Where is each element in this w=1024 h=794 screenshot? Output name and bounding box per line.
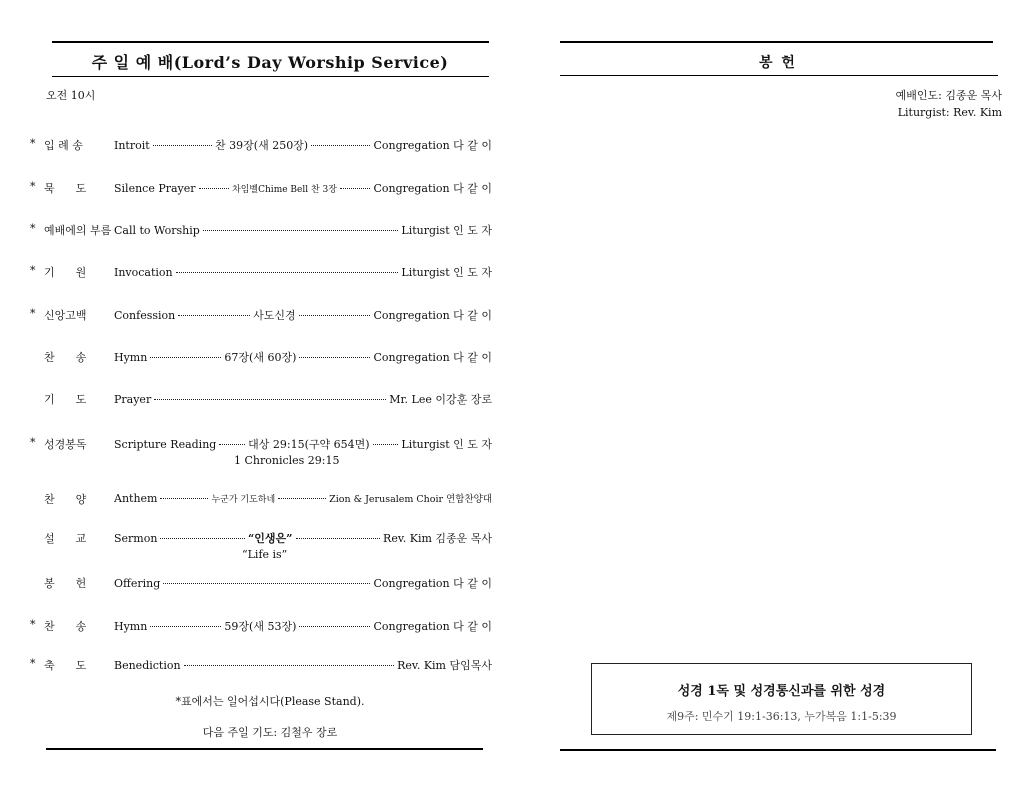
item-detail-line: [114, 491, 492, 505]
item-detail-line: [114, 618, 492, 634]
dot-leader: [203, 230, 399, 231]
bible-reading-box: [591, 663, 972, 735]
item-english-name: Hymn: [114, 620, 148, 633]
dot-leader: [178, 315, 250, 316]
item-detail-line: [114, 180, 492, 196]
item-detail-line: [114, 530, 492, 546]
item-detail-line: [114, 657, 492, 673]
title-underline-right: [560, 75, 998, 76]
dot-leader: [176, 272, 399, 273]
service-time: 오전 10시: [46, 89, 96, 102]
item-detail: 누군가 기도하네: [211, 495, 276, 505]
item-participant: Congregation 다 같 이: [373, 139, 493, 152]
item-detail-line: [114, 391, 492, 407]
item-english-name: Scripture Reading: [114, 438, 217, 451]
dot-leader: [184, 665, 395, 666]
item-participant: Liturgist 인 도 자: [401, 438, 493, 451]
item-korean-name: 기 원: [44, 266, 87, 279]
item-korean-name: 예배에의 부름: [44, 224, 112, 237]
dot-leader: [373, 444, 399, 445]
item-participant: Rev. Kim 담임목사: [397, 659, 492, 672]
bottom-rule-left: [46, 748, 483, 750]
item-english-name: Offering: [114, 577, 161, 590]
item-participant: Congregation 다 같 이: [373, 577, 492, 590]
item-korean-name: 입 례 송: [44, 139, 83, 152]
next-week-prayer: 다음 주일 기도: 김철우 장로: [202, 726, 338, 739]
dot-leader: [311, 145, 370, 146]
item-participant: Congregation 다 같 이: [373, 309, 493, 322]
sermon-title-english: “Life is”: [242, 548, 288, 561]
item-korean-name: 성경봉독: [44, 438, 87, 451]
item-detail: 찬 39장(새 250장): [215, 139, 309, 152]
stand-marker: *: [30, 307, 36, 320]
stand-marker: *: [30, 618, 36, 631]
item-korean-name: 찬 송: [44, 351, 87, 364]
scripture-english: 1 Chronicles 29:15: [234, 454, 340, 467]
item-korean-name: 신앙고백: [44, 309, 87, 322]
please-stand-note: *표에서는 일어섭시다(Please Stand).: [175, 695, 365, 708]
title-underline-left: [52, 76, 489, 77]
order-item: [30, 391, 492, 409]
dot-leader: [278, 498, 326, 499]
item-korean-name: 기 도: [44, 393, 87, 406]
dot-leader: [160, 538, 245, 539]
item-english-name: Hymn: [114, 351, 148, 364]
item-korean-name: 찬 양: [44, 493, 87, 506]
stand-marker: *: [30, 436, 36, 449]
dot-leader: [219, 444, 245, 445]
order-item: [30, 222, 492, 240]
top-rule-right: [560, 41, 993, 43]
item-detail: 대상 29:15(구약 654면): [248, 438, 370, 451]
order-item: [30, 575, 492, 593]
item-detail-line: [114, 222, 492, 238]
item-participant: Congregation 다 같 이: [373, 620, 493, 633]
item-detail-line: [114, 137, 492, 153]
item-participant: Liturgist 인 도 자: [401, 224, 492, 237]
item-detail: “인생은”: [247, 532, 293, 545]
item-detail-line: [114, 264, 492, 280]
dot-leader: [153, 145, 212, 146]
stand-marker: *: [30, 222, 36, 235]
item-detail: 차임벨Chime Bell 찬 3장: [232, 185, 337, 195]
item-korean-name: 찬 송: [44, 620, 87, 633]
item-korean-name: 축 도: [44, 659, 87, 672]
liturgist-name: Liturgist: Rev. Kim: [897, 106, 1002, 119]
item-participant: Liturgist 인 도 자: [401, 266, 492, 279]
item-english-name: Silence Prayer: [114, 182, 196, 195]
order-item: [30, 530, 492, 548]
item-detail-line: [114, 307, 492, 323]
item-detail-line: [114, 436, 492, 452]
service-leader-block: [896, 87, 1002, 121]
dot-leader: [340, 188, 371, 189]
item-english-name: Prayer: [114, 393, 152, 406]
item-detail: 59장(새 53장): [224, 620, 297, 633]
item-detail: 사도신경: [253, 309, 296, 322]
order-item: [30, 436, 492, 454]
order-item: [30, 618, 492, 636]
dot-leader: [299, 315, 371, 316]
item-english-name: Introit: [114, 139, 150, 152]
dot-leader: [160, 498, 208, 499]
service-title: 주 일 예 배(Lord’s Day Worship Service): [91, 53, 449, 72]
item-english-name: Sermon: [114, 532, 158, 545]
item-detail-line: [114, 349, 492, 365]
stand-marker: *: [30, 264, 36, 277]
bottom-rule-right: [560, 749, 996, 751]
order-item: [30, 180, 492, 198]
stand-marker: *: [30, 657, 36, 670]
item-english-name: Invocation: [114, 266, 173, 279]
order-item: [30, 349, 492, 367]
stand-marker: *: [30, 180, 36, 193]
bible-reading-plan: 제9주: 민수기 19:1-36:13, 누가복음 1:1-5:39: [666, 710, 897, 723]
item-english-name: Anthem: [114, 492, 158, 505]
item-english-name: Benediction: [114, 659, 181, 672]
item-english-name: Confession: [114, 309, 176, 322]
item-korean-name: 봉 헌: [44, 577, 87, 590]
dot-leader: [199, 188, 230, 189]
stand-marker: *: [30, 137, 36, 150]
dot-leader: [299, 357, 370, 358]
item-participant: Congregation 다 같 이: [373, 182, 492, 195]
order-item: [30, 307, 492, 325]
dot-leader: [154, 399, 386, 400]
order-item: [30, 137, 492, 155]
top-rule-left: [52, 41, 489, 43]
item-detail: 67장(새 60장): [224, 351, 297, 364]
item-participant: Mr. Lee 이강훈 장로: [389, 393, 492, 406]
dot-leader: [163, 583, 370, 584]
item-participant: Rev. Kim 김종운 목사: [383, 532, 493, 545]
item-korean-name: 묵 도: [44, 182, 87, 195]
service-leader: 예배인도: 김종운 목사: [895, 89, 1002, 102]
item-participant: Zion & Jerusalem Choir 연합찬양대: [329, 494, 493, 505]
bible-reading-title: 성경 1독 및 성경통신과를 위한 성경: [677, 684, 886, 699]
dot-leader: [299, 626, 370, 627]
item-detail-line: [114, 575, 492, 591]
dot-leader: [296, 538, 381, 539]
order-item: [30, 657, 492, 675]
dot-leader: [150, 626, 221, 627]
dot-leader: [150, 357, 221, 358]
order-item: [30, 264, 492, 282]
item-english-name: Call to Worship: [114, 224, 200, 237]
offering-title: 봉 헌: [759, 55, 797, 71]
item-participant: Congregation 다 같 이: [373, 351, 493, 364]
item-korean-name: 설 교: [44, 532, 87, 545]
order-item: [30, 491, 492, 509]
